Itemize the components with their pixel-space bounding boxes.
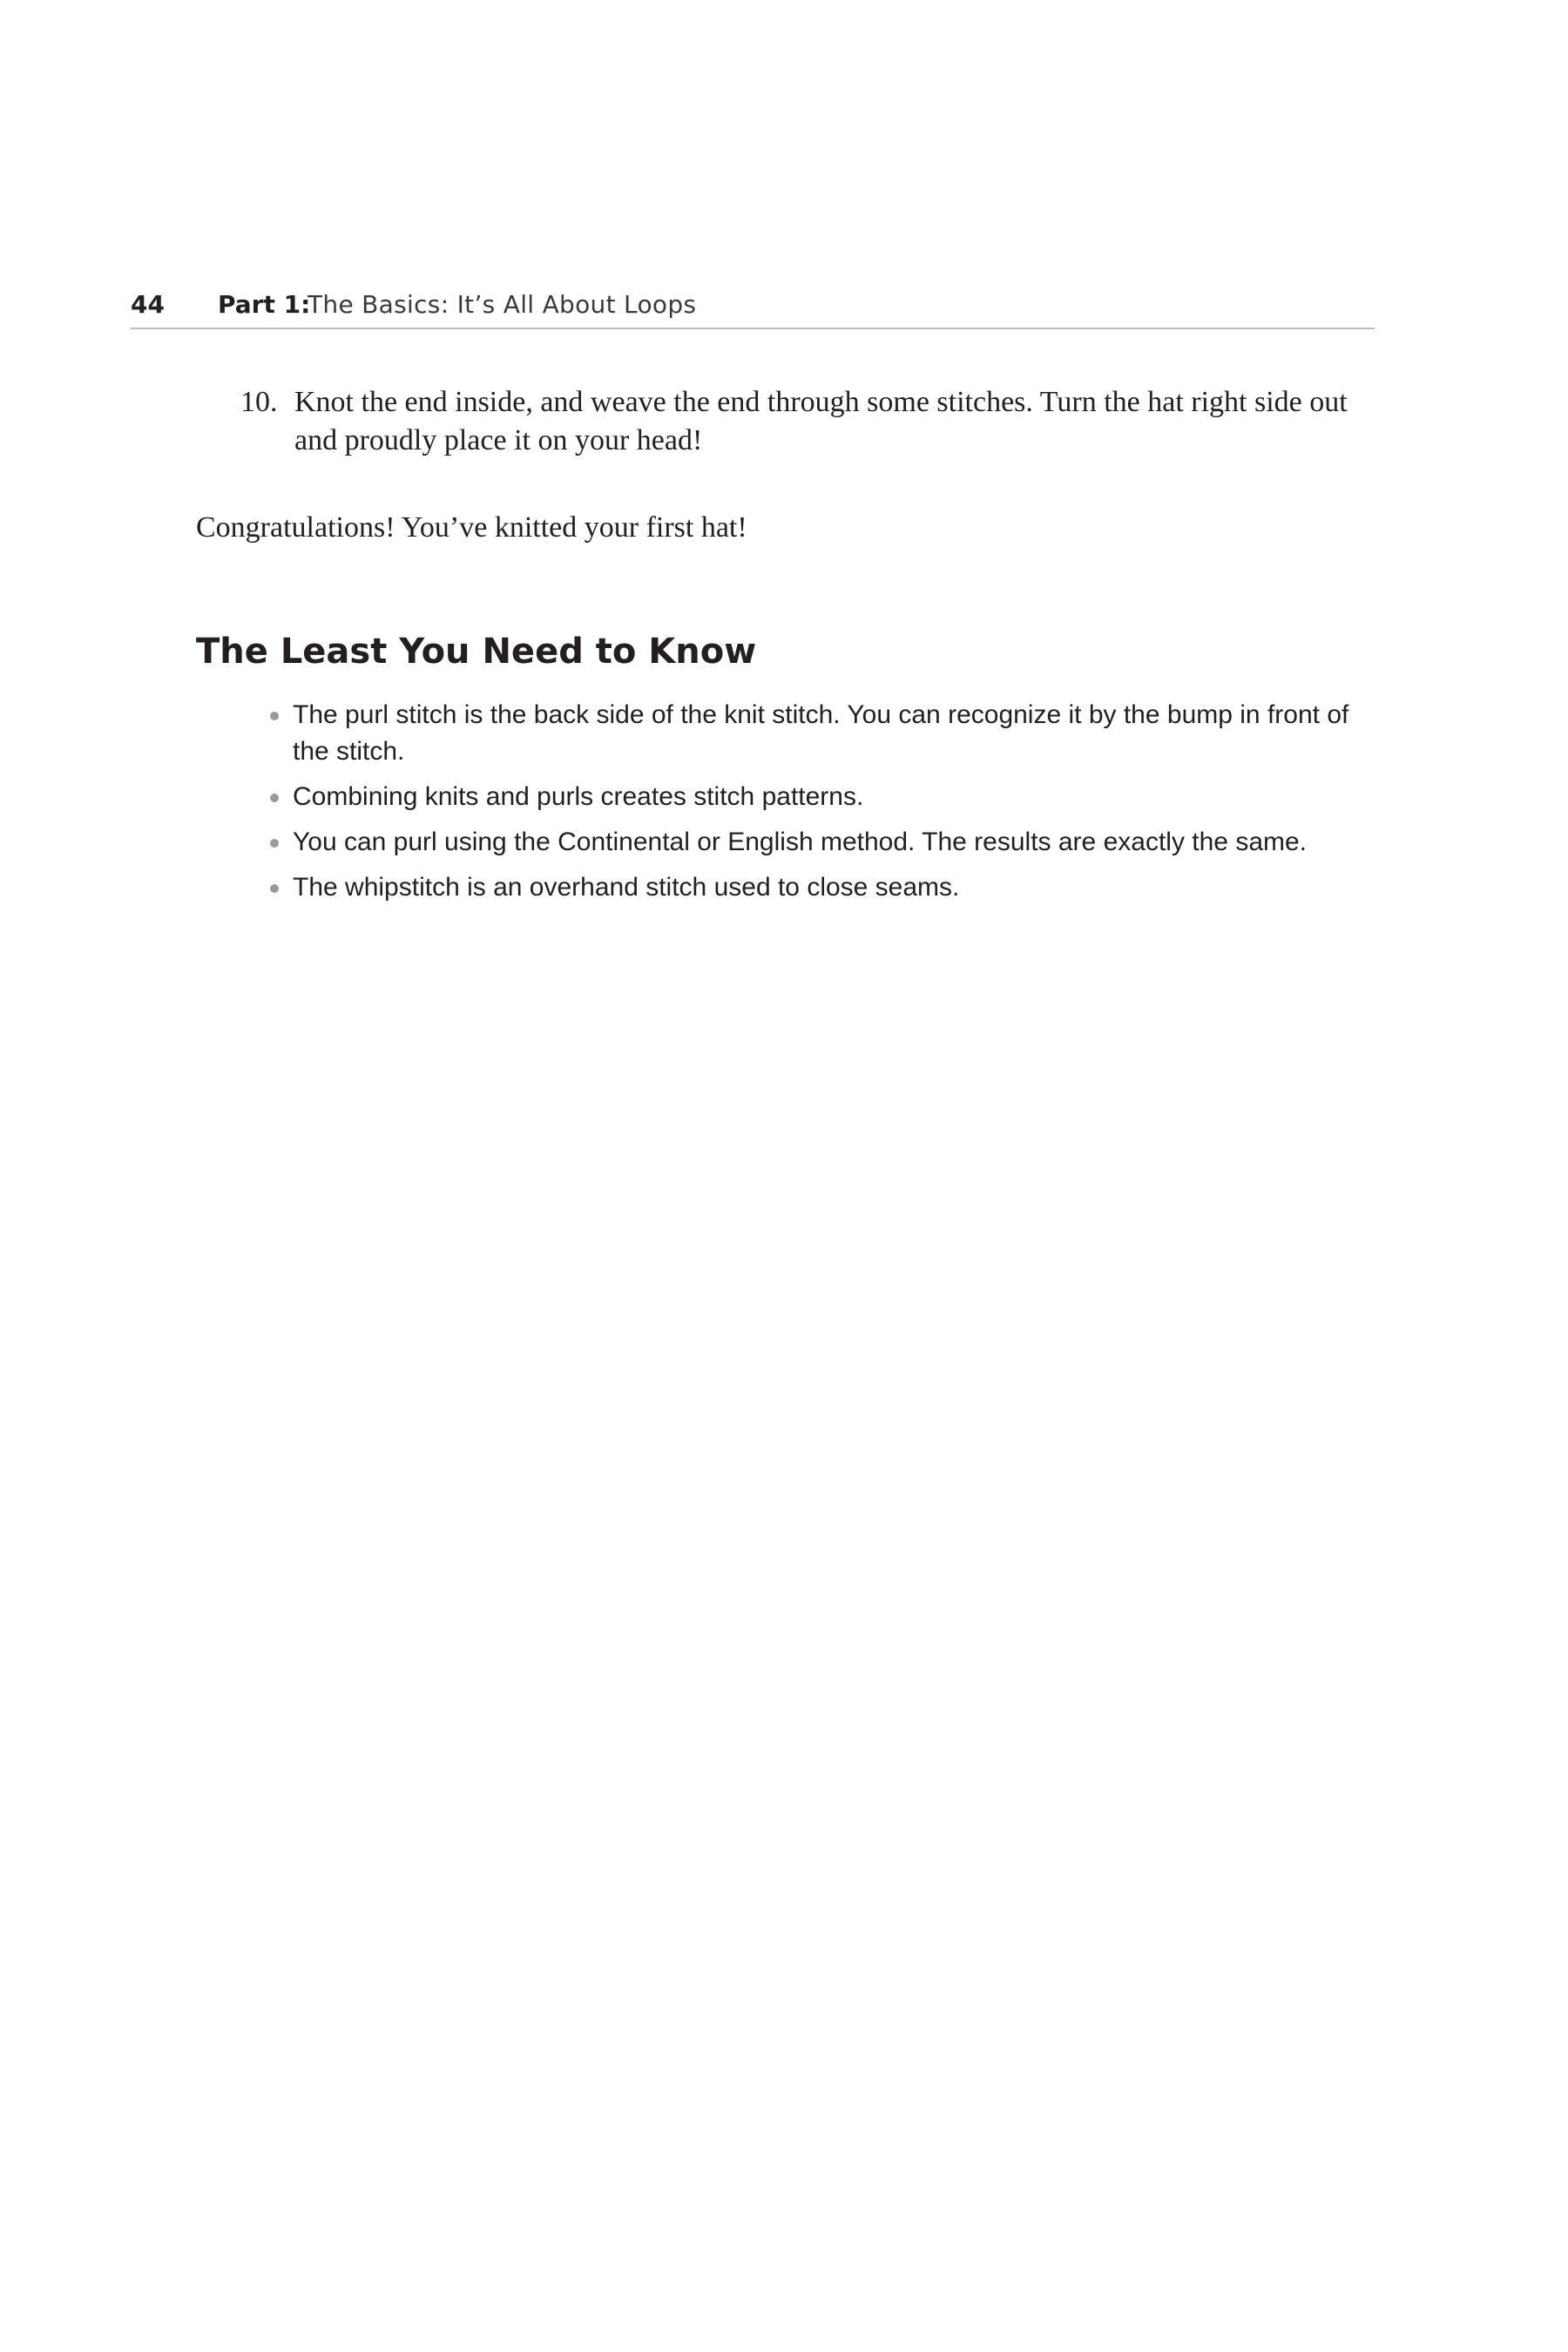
congrats-paragraph: Congratulations! You’ve knitted your first hat! xyxy=(196,511,747,544)
list-item-text: You can purl using the Continental or English method. The results are exactly the same. xyxy=(293,828,1308,856)
list-item xyxy=(270,779,1376,815)
list-item xyxy=(270,824,1376,861)
step-text: Knot the end inside, and weave the end through some stitches. Turn the hat right side out and proudly place it on your head! xyxy=(294,386,1348,456)
summary-list xyxy=(270,697,1376,915)
page-number: 44 xyxy=(131,290,165,319)
bullet-icon xyxy=(270,712,279,720)
section-heading: The Least You Need to Know xyxy=(196,632,757,672)
part-title: The Basics: It’s All About Loops xyxy=(308,290,697,319)
list-item-text: Combining knits and purls creates stitch patterns. xyxy=(293,782,864,811)
list-item-text: The whipstitch is an overhand stitch used to close seams. xyxy=(293,873,960,902)
bullet-icon xyxy=(270,839,279,848)
step-number: 10. xyxy=(240,386,278,418)
list-item xyxy=(270,869,1376,906)
list-item-text: The purl stitch is the back side of the knit stitch. You can recognize it by the bump in front of the stitch. xyxy=(293,700,1349,766)
running-header xyxy=(131,286,1375,329)
bullet-icon xyxy=(270,794,279,802)
bullet-icon xyxy=(270,884,279,893)
list-item xyxy=(270,697,1376,770)
part-label: Part 1: xyxy=(218,290,311,319)
